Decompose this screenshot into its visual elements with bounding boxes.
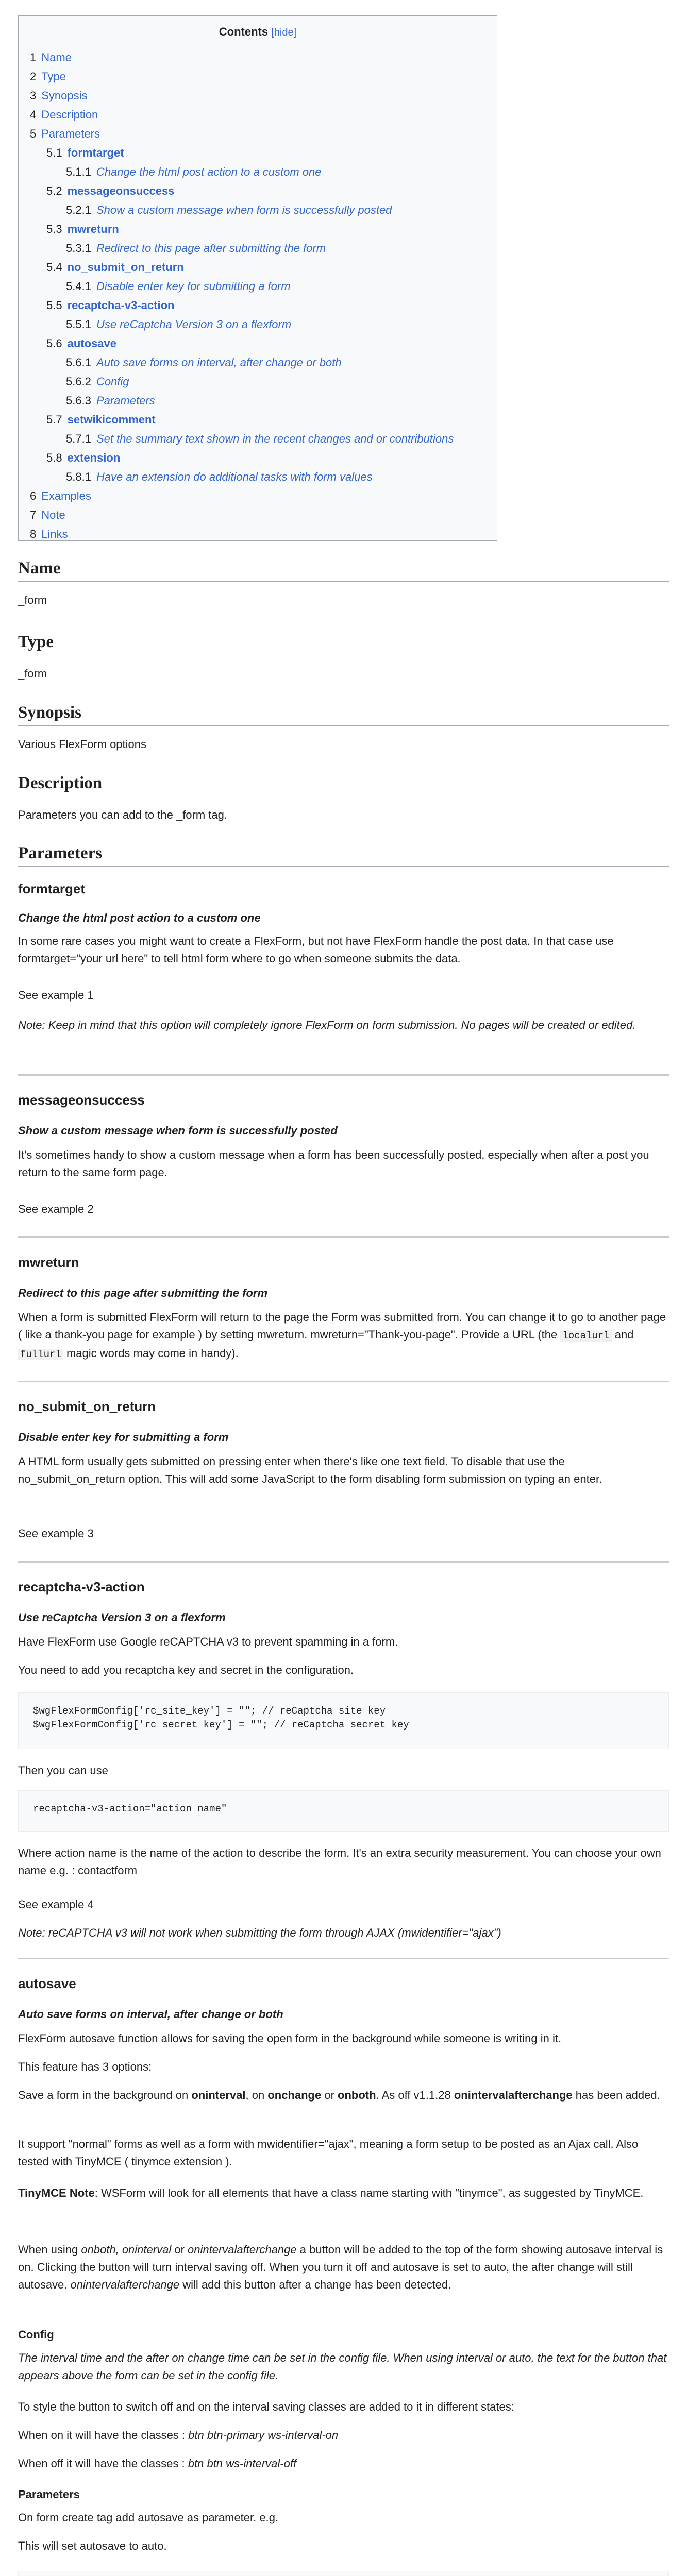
section-heading-type: Type [18, 633, 669, 655]
toc-item-label[interactable]: recaptcha-v3-action [67, 299, 175, 312]
recaptcha-text-3: Where action name is the name of the action to describe the form. It's an extra security measurement. You can choose your own name e.g. : contactform [18, 1846, 661, 1877]
recaptcha-text-1: Have FlexForm use Google reCAPTCHA v3 to prevent spamming in a form. [18, 1635, 398, 1648]
divider [18, 1074, 669, 1076]
toc-item-number: 1 [30, 51, 37, 64]
param-heading-no-submit-on-return: no_submit_on_return [18, 1399, 156, 1414]
toc-item[interactable] [30, 258, 485, 277]
name-value: _form [18, 594, 47, 606]
toc-item-number: 5.8.1 [66, 470, 91, 483]
autosave-text-3: Save a form in the background on oninterval, on onchange or onboth. As off v1.1.28 onintervalafterchange has been added. [18, 2089, 660, 2102]
toc-item-label[interactable]: messageonsuccess [67, 184, 175, 197]
tinymce-note: TinyMCE Note: WSForm will look for all elements that have a class name starting with "tinymce", as suggested by TinyMCE. [18, 2187, 644, 2199]
config-heading: Config [18, 2328, 54, 2341]
autosave-auto-code [18, 2571, 669, 2576]
toc-item-number: 8 [30, 528, 37, 540]
section-heading-description: Description [18, 774, 669, 796]
mwreturn-subheading: Redirect to this page after submitting the form [18, 1286, 268, 1299]
toc-item-number: 6 [30, 489, 37, 502]
toc-item-label[interactable]: Description [41, 108, 98, 121]
autosave-text-4: It support "normal" forms as well as a form with mwidentifier="ajax", meaning a form setup to be posted as an Ajax call. Also tested with TinyMCE ( tinymce extension ). [18, 2138, 639, 2168]
autosave-auto-text: This will set autosave to auto. [18, 2539, 167, 2552]
toc-item-label[interactable]: Redirect to this page after submitting the form [96, 242, 326, 255]
formtarget-text: In some rare cases you might want to create a FlexForm, but not have FlexForm handle the post data. In that case use formtarget="your url here" to tell html form where to go when someone submits the data. [18, 935, 614, 965]
toc-item-label[interactable]: Have an extension do additional tasks with form values [96, 470, 373, 483]
toc-item[interactable] [30, 219, 485, 239]
toc-item-label[interactable]: autosave [67, 337, 116, 350]
toc-item[interactable] [30, 67, 485, 86]
recaptcha-subheading: Use reCaptcha Version 3 on a flexform [18, 1611, 226, 1624]
toc-item-label[interactable]: Links [41, 528, 68, 540]
toc-item[interactable] [30, 48, 485, 67]
toc-item-number: 5.1 [46, 146, 62, 159]
toc-item[interactable] [30, 524, 485, 544]
config-text: The interval time and the after on change time can be set in the config file. When using interval or auto, the text for the button that appears above the form can be set in the config file. [18, 2351, 667, 2382]
section-heading-parameters: Parameters [18, 844, 669, 867]
description-text: Parameters you can add to the _form tag. [18, 808, 228, 821]
nosubmit-subheading: Disable enter key for submitting a form [18, 1431, 229, 1444]
toc-item[interactable] [30, 448, 485, 467]
toc-item-number: 5.6.3 [66, 394, 91, 407]
toc-item[interactable] [30, 429, 485, 448]
recaptcha-action-code: recaptcha-v3-action="action name" [18, 1790, 669, 1832]
toc-item-label[interactable]: Config [96, 375, 129, 388]
toc-item-label[interactable]: no_submit_on_return [67, 261, 184, 274]
toc-title: Contents [219, 25, 269, 38]
toc-item-label[interactable]: Set the summary text shown in the recent changes and or contributions [96, 432, 454, 445]
toc-list [30, 48, 485, 544]
toc-item-number: 5.3 [46, 223, 62, 235]
recaptcha-note: Note: reCAPTCHA v3 will not work when submitting the form through AJAX (mwidentifier="ajax") [18, 1926, 501, 1939]
type-value: _form [18, 667, 47, 680]
divider [18, 1561, 669, 1563]
autosave-params-text: On form create tag add autosave as parameter. e.g. [18, 2511, 279, 2524]
toc-item-label[interactable]: Disable enter key for submitting a form [96, 280, 291, 293]
autosave-subheading: Auto save forms on interval, after change or both [18, 2008, 283, 2021]
section-heading-name: Name [18, 559, 669, 582]
recaptcha-config-code: $wgFlexFormConfig['rc_site_key'] = ""; // reCaptcha site key $wgFlexFormConfig['rc_secret_key'] = ""; // reCaptcha secret key [18, 1692, 669, 1749]
param-heading-recaptcha: recaptcha-v3-action [18, 1579, 145, 1595]
autosave-text-1: FlexForm autosave function allows for saving the open form in the background while someone is writing in it. [18, 2032, 562, 2045]
toc-item-number: 5.2.1 [66, 204, 91, 216]
toc-item-number: 5.7 [46, 413, 62, 426]
messageonsuccess-subheading: Show a custom message when form is successfully posted [18, 1124, 338, 1137]
toc-item-label[interactable]: Show a custom message when form is successfully posted [96, 204, 392, 216]
toc-hide-link[interactable]: [hide] [271, 27, 297, 38]
messageonsuccess-see-example: See example 2 [18, 1202, 94, 1215]
toc-item[interactable] [30, 200, 485, 219]
table-of-contents [18, 15, 497, 541]
toc-item-label[interactable]: Synopsis [41, 89, 88, 102]
toc-item-label[interactable]: Change the html post action to a custom one [96, 165, 322, 178]
messageonsuccess-text: It's sometimes handy to show a custom message when a form has been successfully posted, especially when after a post you return to the same form page. [18, 1148, 649, 1179]
formtarget-note: Note: Keep in mind that this option will completely ignore FlexForm on form submission. No pages will be created or edited. [18, 1019, 636, 1031]
toc-item[interactable] [30, 162, 485, 181]
nosubmit-see-example: See example 3 [18, 1527, 94, 1540]
fullurl-code: fullurl [18, 1349, 63, 1360]
param-heading-mwreturn: mwreturn [18, 1255, 79, 1270]
autosave-text-2: This feature has 3 options: [18, 2060, 152, 2073]
toc-item-number: 5.3.1 [66, 242, 91, 255]
toc-item-number: 3 [30, 89, 37, 102]
toc-item[interactable] [30, 353, 485, 372]
toc-item[interactable] [30, 296, 485, 315]
toc-item-number: 5.5 [46, 299, 62, 312]
toc-item-number: 5.6.1 [66, 356, 91, 369]
synopsis-text: Various FlexForm options [18, 738, 147, 751]
toc-item-number: 5.8 [46, 451, 62, 464]
toc-item-number: 5 [30, 127, 37, 140]
toc-item[interactable] [30, 239, 485, 258]
off-classes-text: When off it will have the classes : btn btn ws-interval-off [18, 2457, 297, 2470]
toc-item-label[interactable]: Parameters [96, 394, 155, 407]
toc-item-number: 2 [30, 70, 37, 83]
toc-item-number: 5.4 [46, 261, 62, 274]
param-heading-autosave: autosave [18, 1976, 76, 1991]
toc-item-label[interactable]: Use reCaptcha Version 3 on a flexform [96, 318, 292, 331]
on-classes-text: When on it will have the classes : btn btn-primary ws-interval-on [18, 2429, 339, 2442]
section-heading-synopsis: Synopsis [18, 703, 669, 726]
autosave-params-heading: Parameters [18, 2488, 80, 2501]
toc-item[interactable] [30, 391, 485, 410]
toc-item-number: 5.5.1 [66, 318, 91, 331]
toc-item-label[interactable]: mwreturn [67, 223, 119, 235]
style-text: To style the button to switch off and on the interval saving classes are added to it in different states: [18, 2400, 514, 2413]
divider [18, 1381, 669, 1382]
recaptcha-text-2: You need to add you recaptcha key and secret in the configuration. [18, 1664, 354, 1676]
toc-item-number: 5.2 [46, 184, 62, 197]
toc-item[interactable] [30, 143, 485, 162]
toc-item-number: 5.6.2 [66, 375, 91, 388]
toc-item-label[interactable]: Examples [41, 489, 91, 502]
toc-item-label[interactable]: Parameters [41, 127, 100, 140]
toc-item[interactable] [30, 315, 485, 334]
toc-item[interactable] [30, 410, 485, 429]
toc-item[interactable] [30, 372, 485, 391]
param-heading-messageonsuccess: messageonsuccess [18, 1092, 145, 1108]
formtarget-see-example: See example 1 [18, 989, 94, 1002]
divider [18, 1236, 669, 1238]
toc-item-number: 5.1.1 [66, 165, 91, 178]
toc-item-label[interactable]: Auto save forms on interval, after change or both [96, 356, 342, 369]
toc-item-label[interactable]: formtarget [67, 146, 124, 159]
toc-item[interactable] [30, 105, 485, 124]
toc-item[interactable] [30, 124, 485, 143]
toc-item[interactable] [30, 277, 485, 296]
divider [18, 1958, 669, 1959]
nosubmit-text: A HTML form usually gets submitted on pressing enter when there's like one text field. To disable that use the no_submit_on_return option. This will add some JavaScript to the form disabling form submission on typing an enter. [18, 1455, 602, 1485]
toc-item[interactable] [30, 334, 485, 353]
toc-item[interactable] [30, 86, 485, 105]
toc-item-label[interactable]: setwikicomment [67, 413, 156, 426]
recaptcha-see-example: See example 4 [18, 1898, 94, 1911]
toc-item-number: 4 [30, 108, 37, 121]
toc-item-number: 5.4.1 [66, 280, 91, 293]
toc-item-label[interactable]: Type [41, 70, 66, 83]
recaptcha-then: Then you can use [18, 1764, 108, 1777]
toc-item[interactable] [30, 486, 485, 505]
toc-item[interactable] [30, 181, 485, 200]
autosave-text-5: When using onboth, oninterval or onintervalafterchange a button will be added to the top of the form showing autosave interval is on. Clicking the button will turn interval saving off. When you turn it off and autosave is set to auto, the after change will still autosave. onintervalafterchange will add this button after a change has been detected. [18, 2243, 663, 2291]
toc-item-number: 5.7.1 [66, 432, 91, 445]
toc-item-number: 5.6 [46, 337, 62, 350]
param-heading-formtarget: formtarget [18, 881, 86, 896]
toc-item[interactable] [30, 467, 485, 486]
toc-item[interactable] [30, 505, 485, 524]
mwreturn-text: When a form is submitted FlexForm will return to the page the Form was submitted from. You can change it to go to another page ( like a thank-you page for example ) by setting mwreturn. mwreturn="Thank-you-page". Provide a URL (the localurl and fullurl magic words may come in handy). [18, 1311, 666, 1360]
toc-item-label[interactable]: Name [41, 51, 72, 64]
toc-item-number: 7 [30, 509, 37, 521]
formtarget-subheading: Change the html post action to a custom one [18, 911, 261, 924]
toc-item-label[interactable]: extension [67, 451, 121, 464]
toc-item-label[interactable]: Note [41, 509, 65, 521]
localurl-code: localurl [560, 1330, 611, 1342]
